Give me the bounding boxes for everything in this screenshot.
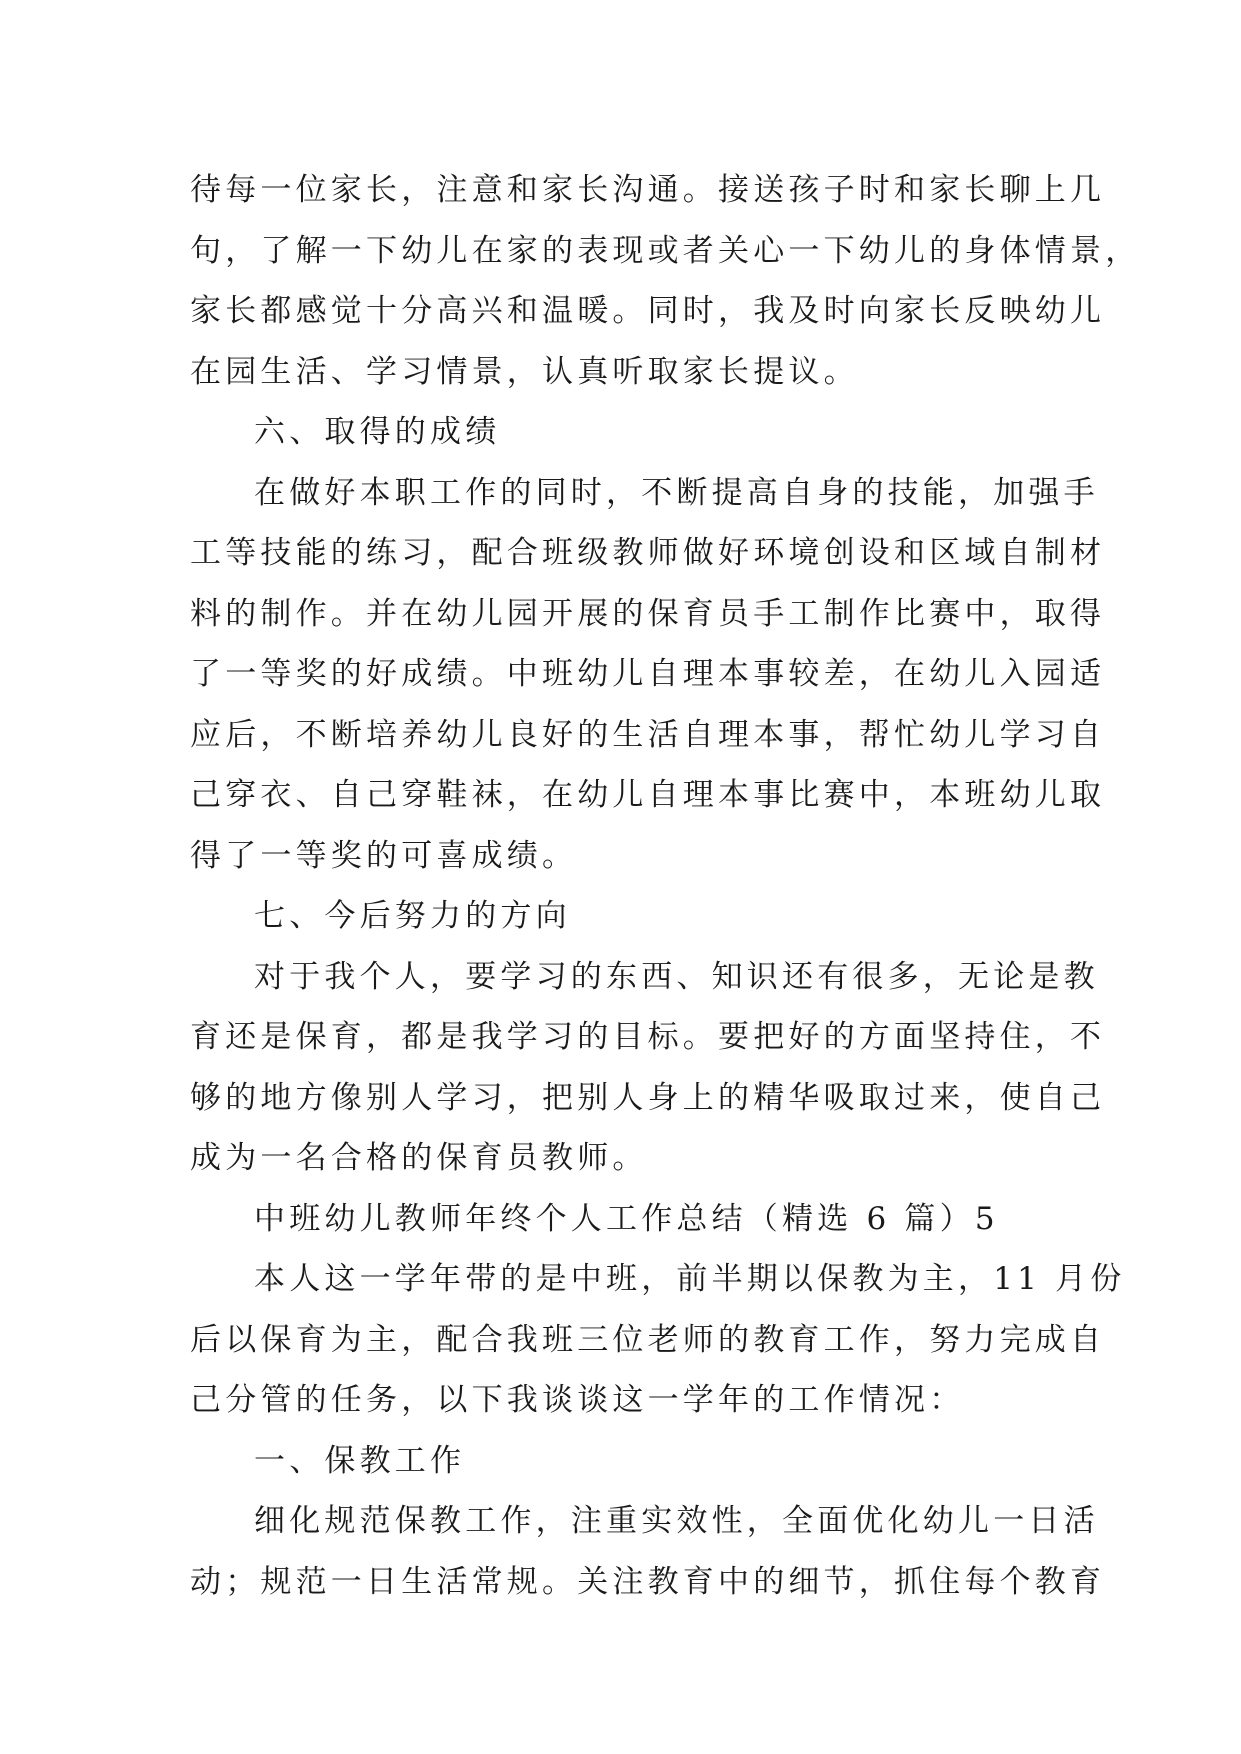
text-line: 应后，不断培养幼儿良好的生活自理本事，帮忙幼儿学习自 [190,716,1106,753]
text-line: 家长都感觉十分高兴和温暖。同时，我及时向家长反映幼儿 [190,293,1106,329]
text-line: 得了一等奖的可喜成绩。 [190,837,578,874]
text-line: 本人这一学年带的是中班，前半期以保教为主，11 月份 [254,1261,1126,1297]
document-body [190,160,1141,1612]
section-heading: 七、今后努力的方向 [254,898,571,934]
text-line: 在园生活、学习情景，认真听取家长提议。 [190,353,859,390]
text-line: 育还是保育，都是我学习的目标。要把好的方面坚持住，不 [190,1019,1106,1055]
text-line: 细化规范保教工作，注重实效性，全面优化幼儿一日活 [254,1503,1099,1539]
text-line: 工等技能的练习，配合班级教师做好环境创设和区域自制材 [190,535,1106,571]
section-heading: 一、保教工作 [254,1442,466,1479]
article-title: 中班幼儿教师年终个人工作总结（精选 6 篇）5 [254,1200,999,1237]
text-line: 己分管的任务，以下我谈谈这一学年的工作情况： [190,1382,965,1418]
text-line: 动；规范一日生活常规。关注教育中的细节，抓住每个教育 [190,1563,1106,1600]
text-line: 待每一位家长，注意和家长沟通。接送孩子时和家长聊上几 [190,172,1106,208]
text-line: 句，了解一下幼儿在家的表现或者关心一下幼儿的身体情景， [190,232,1141,269]
text-line: 了一等奖的好成绩。中班幼儿自理本事较差，在幼儿入园适 [190,656,1106,692]
text-line: 成为一名合格的保育员教师。 [190,1140,648,1176]
text-line: 料的制作。并在幼儿园开展的保育员手工制作比赛中，取得 [190,595,1106,632]
text-line: 对于我个人，要学习的东西、知识还有很多，无论是教 [254,958,1099,995]
section-heading: 六、取得的成绩 [254,414,501,450]
text-line: 己穿衣、自己穿鞋袜，在幼儿自理本事比赛中，本班幼儿取 [190,777,1106,813]
text-line: 在做好本职工作的同时，不断提高自身的技能，加强手 [254,474,1099,511]
text-line: 后以保育为主，配合我班三位老师的教育工作，努力完成自 [190,1321,1106,1358]
text-line: 够的地方像别人学习，把别人身上的精华吸取过来，使自己 [190,1079,1106,1116]
